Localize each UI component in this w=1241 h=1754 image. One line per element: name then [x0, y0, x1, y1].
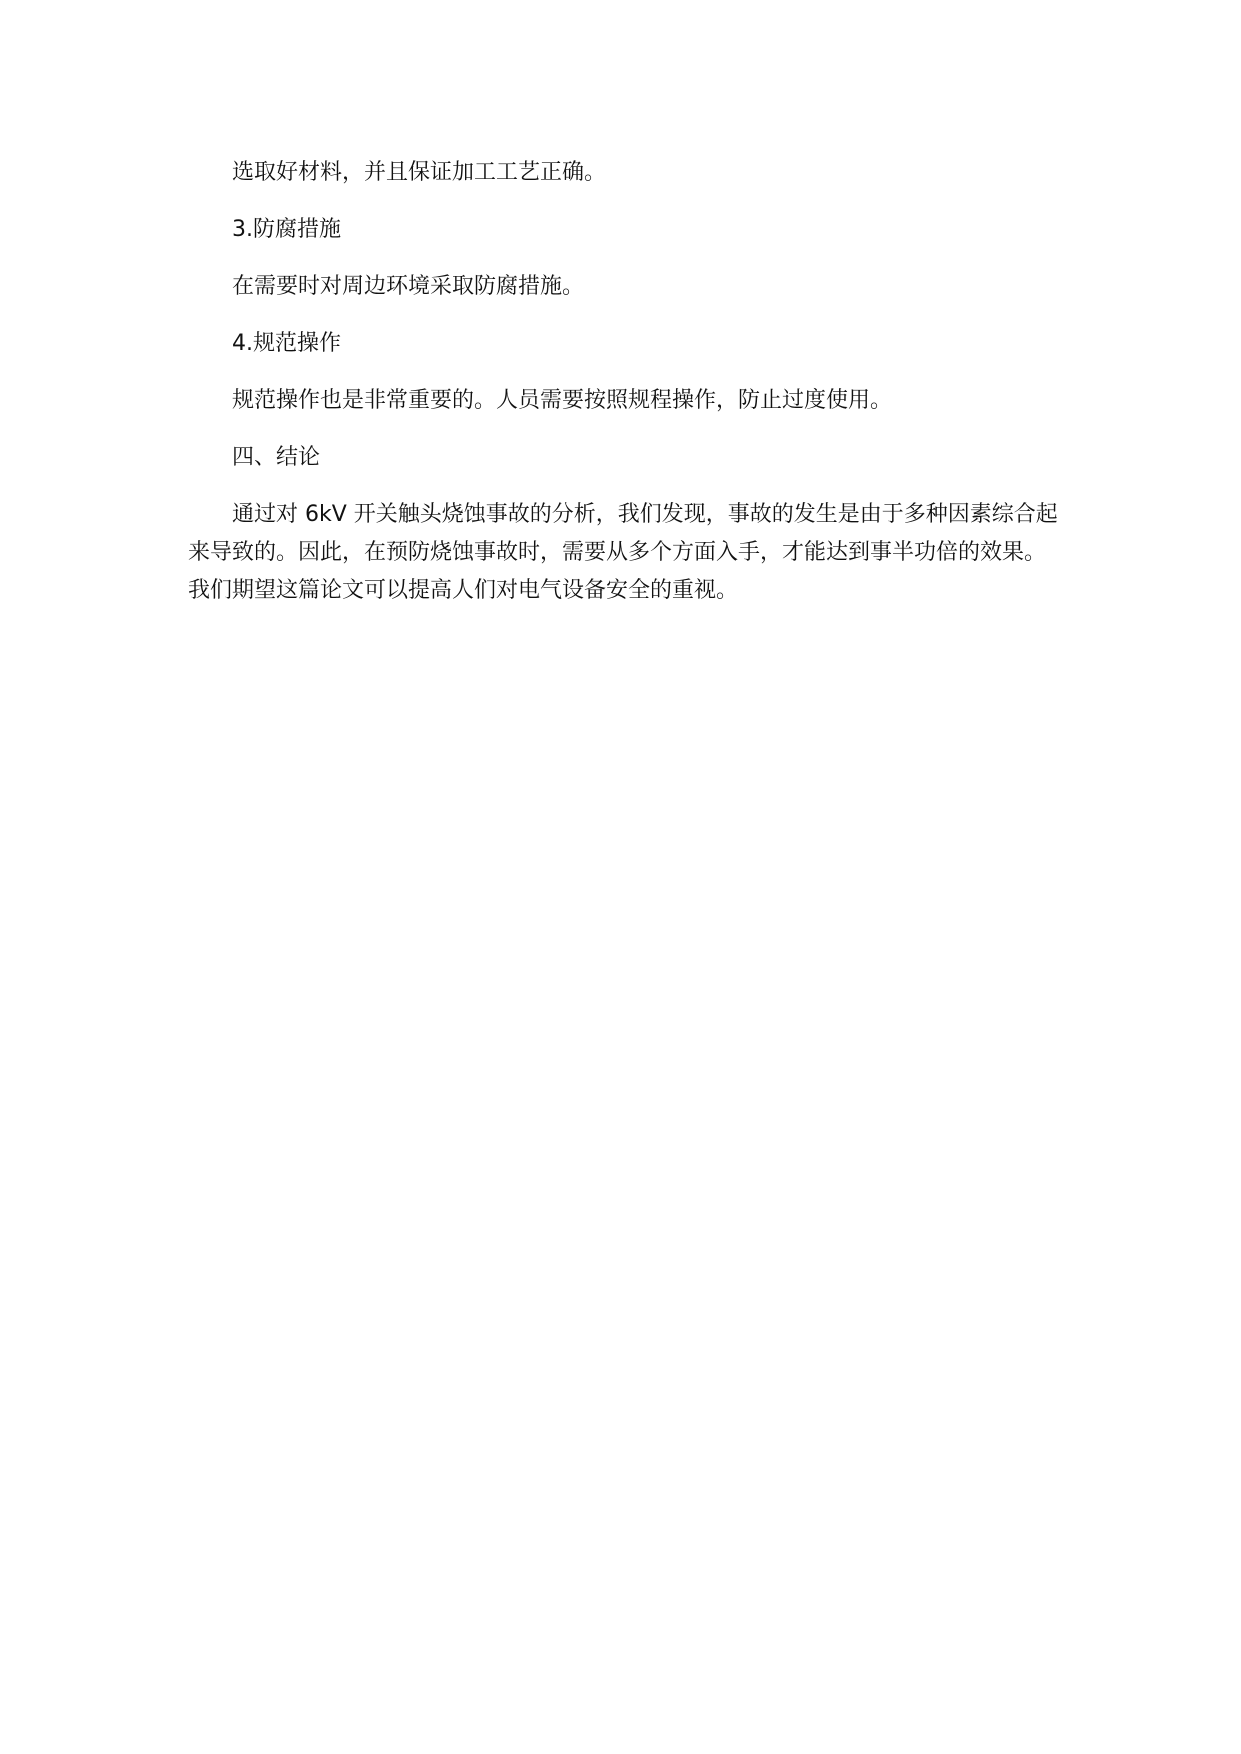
paragraph-anticorrosion: 在需要时对周边环境采取防腐措施。: [232, 274, 585, 299]
heading-standard-operation: 4.规范操作: [232, 331, 341, 356]
heading-conclusion: 四、结论: [232, 445, 321, 470]
heading-anticorrosion-measures: 3.防腐措施: [232, 217, 341, 242]
document-body: [188, 154, 1058, 610]
paragraph-conclusion: 通过对 6kV 开关触头烧蚀事故的分析，我们发现，事故的发生是由于多种因素综合起来导致的。因此，在预防烧蚀事故时，需要从多个方面入手，才能达到事半功倍的效果。我们期望这篇论文可以提高人们对电气设备安全的重视。: [188, 502, 1058, 603]
paragraph-standard-operation: 规范操作也是非常重要的。人员需要按照规程操作，防止过度使用。: [232, 388, 893, 413]
paragraph-material-selection: 选取好材料，并且保证加工工艺正确。: [232, 160, 607, 185]
